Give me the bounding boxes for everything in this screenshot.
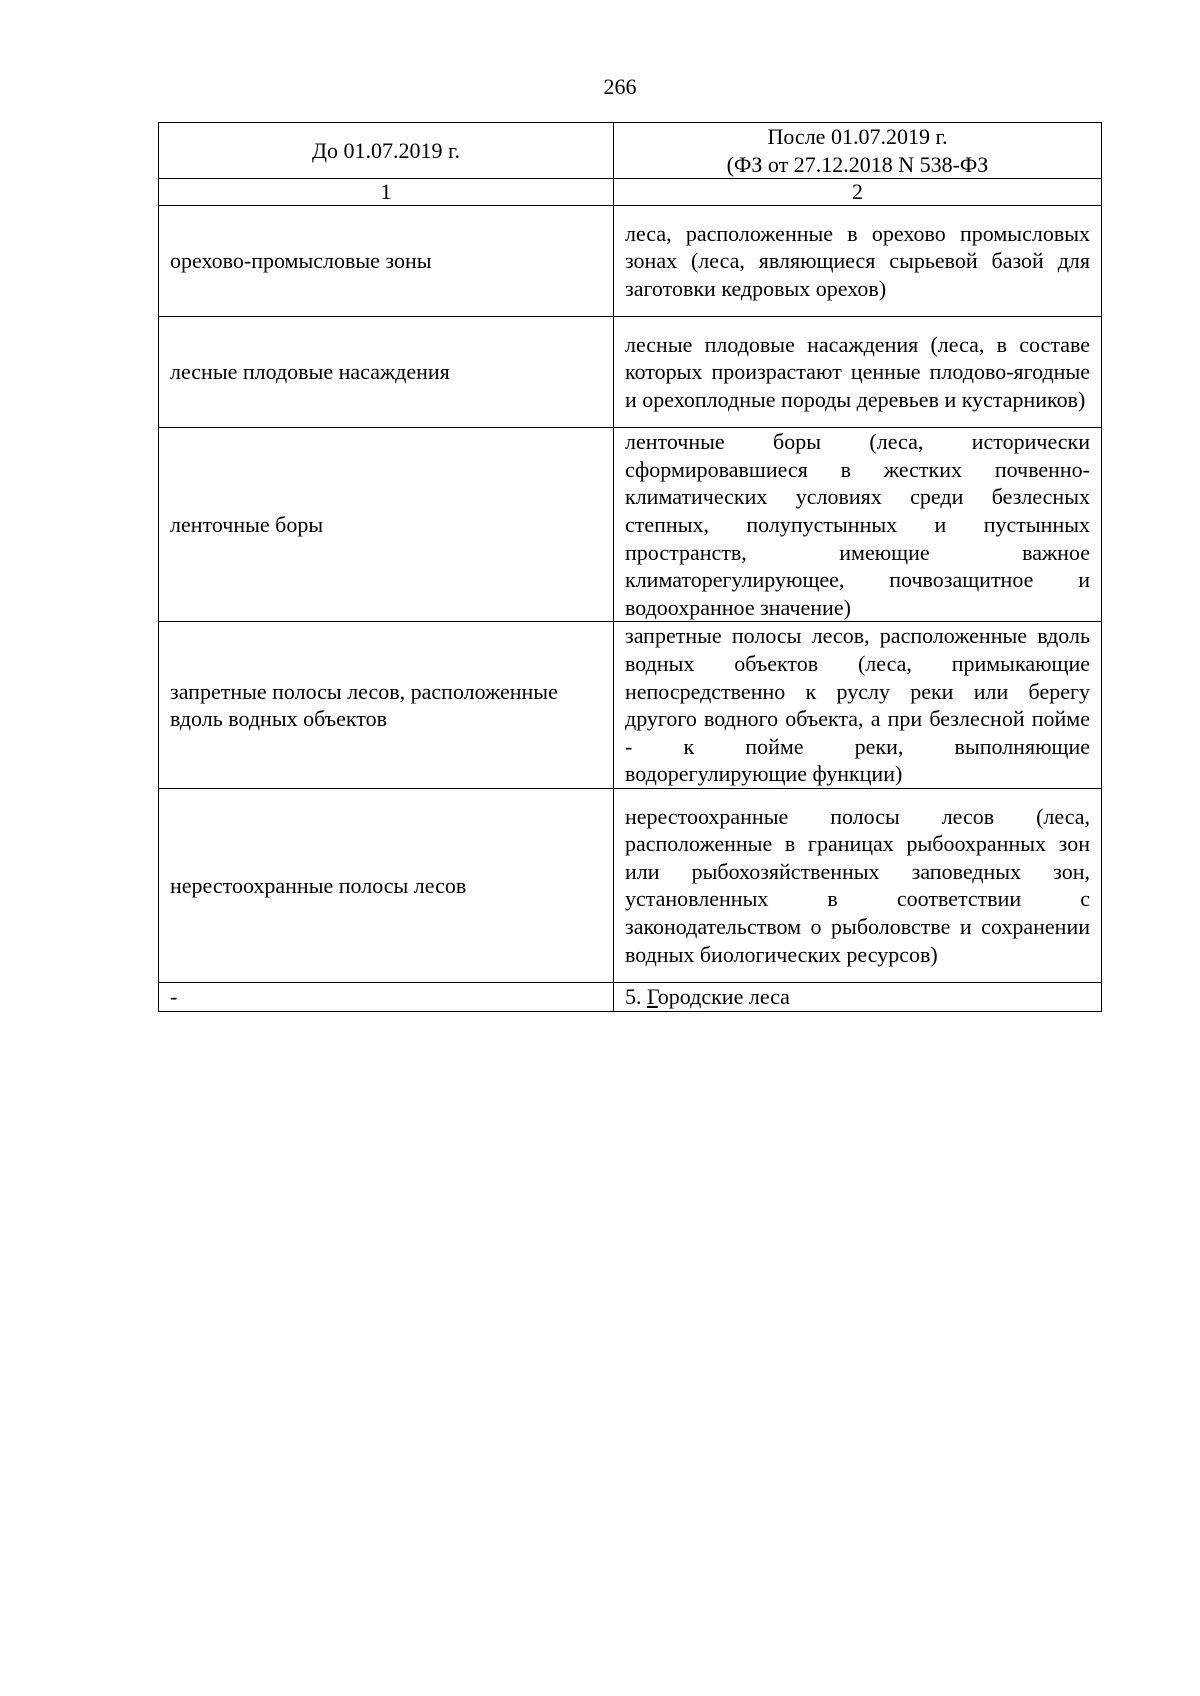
table-header-row bbox=[159, 123, 1102, 179]
cell-after: леса, расположенные в орехово промысловых зонах (леса, являющиеся сырьевой базой для заготовки кедровых орехов) bbox=[614, 206, 1102, 317]
cell-after bbox=[614, 982, 1102, 1011]
header-after-line1: После 01.07.2019 г. bbox=[767, 124, 948, 149]
cell-after: ленточные боры (леса, исторически сформировавшиеся в жестких почвенно-климатических условиях среди безлесных степных, полупустынных и пустынных пространств, имеющие важное климаторегулирующее, почвозащитное и водоохранное значение) bbox=[614, 428, 1102, 622]
column-number-row bbox=[159, 179, 1102, 206]
cell-before: орехово-промысловые зоны bbox=[159, 206, 614, 317]
table-row bbox=[159, 788, 1102, 982]
column-number-2: 2 bbox=[614, 179, 1102, 206]
cell-after-underlined: Г bbox=[647, 983, 658, 1009]
header-after-line2: (ФЗ от 27.12.2018 N 538-ФЗ bbox=[726, 151, 989, 177]
column-number-1: 1 bbox=[159, 179, 614, 206]
table-row bbox=[159, 982, 1102, 1011]
cell-before: - bbox=[159, 982, 614, 1011]
cell-after-rest: ородские леса bbox=[657, 983, 790, 1009]
page-number: 266 bbox=[603, 74, 637, 99]
comparison-table bbox=[158, 122, 1102, 1012]
table-row bbox=[159, 428, 1102, 622]
table-row bbox=[159, 622, 1102, 789]
cell-after: лесные плодовые насаждения (леса, в составе которых произрастают ценные плодово-ягодные и орехоплодные породы деревьев и кустарников) bbox=[614, 317, 1102, 428]
cell-after: запретные полосы лесов, расположенные вдоль водных объектов (леса, примыкающие непосредственно к руслу реки или берегу другого водного объекта, а при безлесной пойме - к пойме реки, выполняющие водорегулирующие функции) bbox=[614, 622, 1102, 789]
cell-after-prefix: 5. bbox=[625, 983, 647, 1009]
cell-before: ленточные боры bbox=[159, 428, 614, 622]
table-row bbox=[159, 317, 1102, 428]
table-row bbox=[159, 206, 1102, 317]
cell-after: нерестоохранные полосы лесов (леса, расположенные в границах рыбоохранных зон или рыбохозяйственных заповедных зон, установленных в соответствии с законодательством о рыболовстве и сохранении водных биологических ресурсов) bbox=[614, 788, 1102, 982]
header-before: До 01.07.2019 г. bbox=[159, 123, 614, 179]
cell-before: нерестоохранные полосы лесов bbox=[159, 788, 614, 982]
cell-before: запретные полосы лесов, расположенные вдоль водных объектов bbox=[159, 622, 614, 789]
cell-before: лесные плодовые насаждения bbox=[159, 317, 614, 428]
header-after bbox=[614, 123, 1102, 179]
